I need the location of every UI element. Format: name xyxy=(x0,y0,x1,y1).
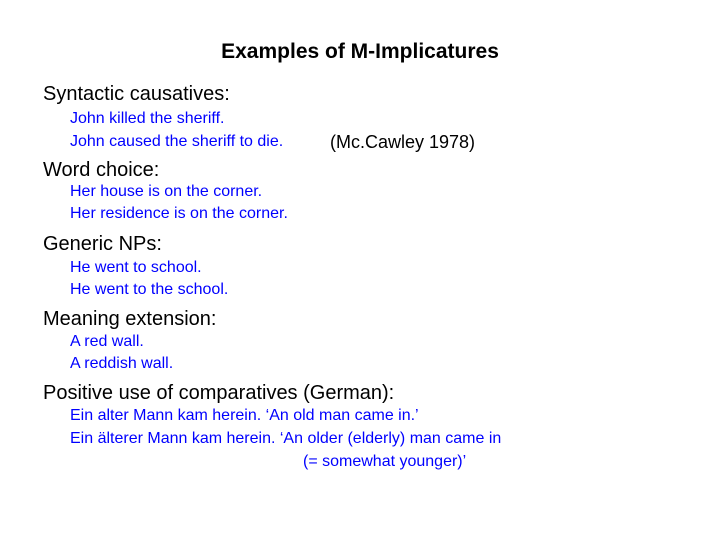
example-line: Her house is on the corner. xyxy=(70,183,263,200)
example-line: John killed the sheriff. xyxy=(70,110,225,127)
example-line: He went to school. xyxy=(70,259,202,276)
example-line: A red wall. xyxy=(70,333,144,350)
example-line: He went to the school. xyxy=(70,281,229,298)
example-line: John caused the sheriff to die. xyxy=(70,133,284,150)
example-line: Ein alter Mann kam herein. ‘An old man came in.’ xyxy=(70,407,419,424)
section-heading-word-choice: Word choice: xyxy=(43,159,160,181)
example-line: A reddish wall. xyxy=(70,355,174,372)
slide-title: Examples of M-Implicatures xyxy=(221,40,499,63)
section-heading-meaning-extension: Meaning extension: xyxy=(43,308,217,330)
example-line: Ein älterer Mann kam herein. ‘An older (elderly) man came in xyxy=(70,430,502,447)
example-continuation: (= somewhat younger)’ xyxy=(303,453,467,470)
section-heading-syntactic-causatives: Syntactic causatives: xyxy=(43,83,230,105)
section-heading-generic-nps: Generic NPs: xyxy=(43,233,162,255)
citation: (Mc.Cawley 1978) xyxy=(330,132,476,152)
section-heading-positive-comparatives: Positive use of comparatives (German): xyxy=(43,382,395,404)
example-line: Her residence is on the corner. xyxy=(70,205,288,222)
